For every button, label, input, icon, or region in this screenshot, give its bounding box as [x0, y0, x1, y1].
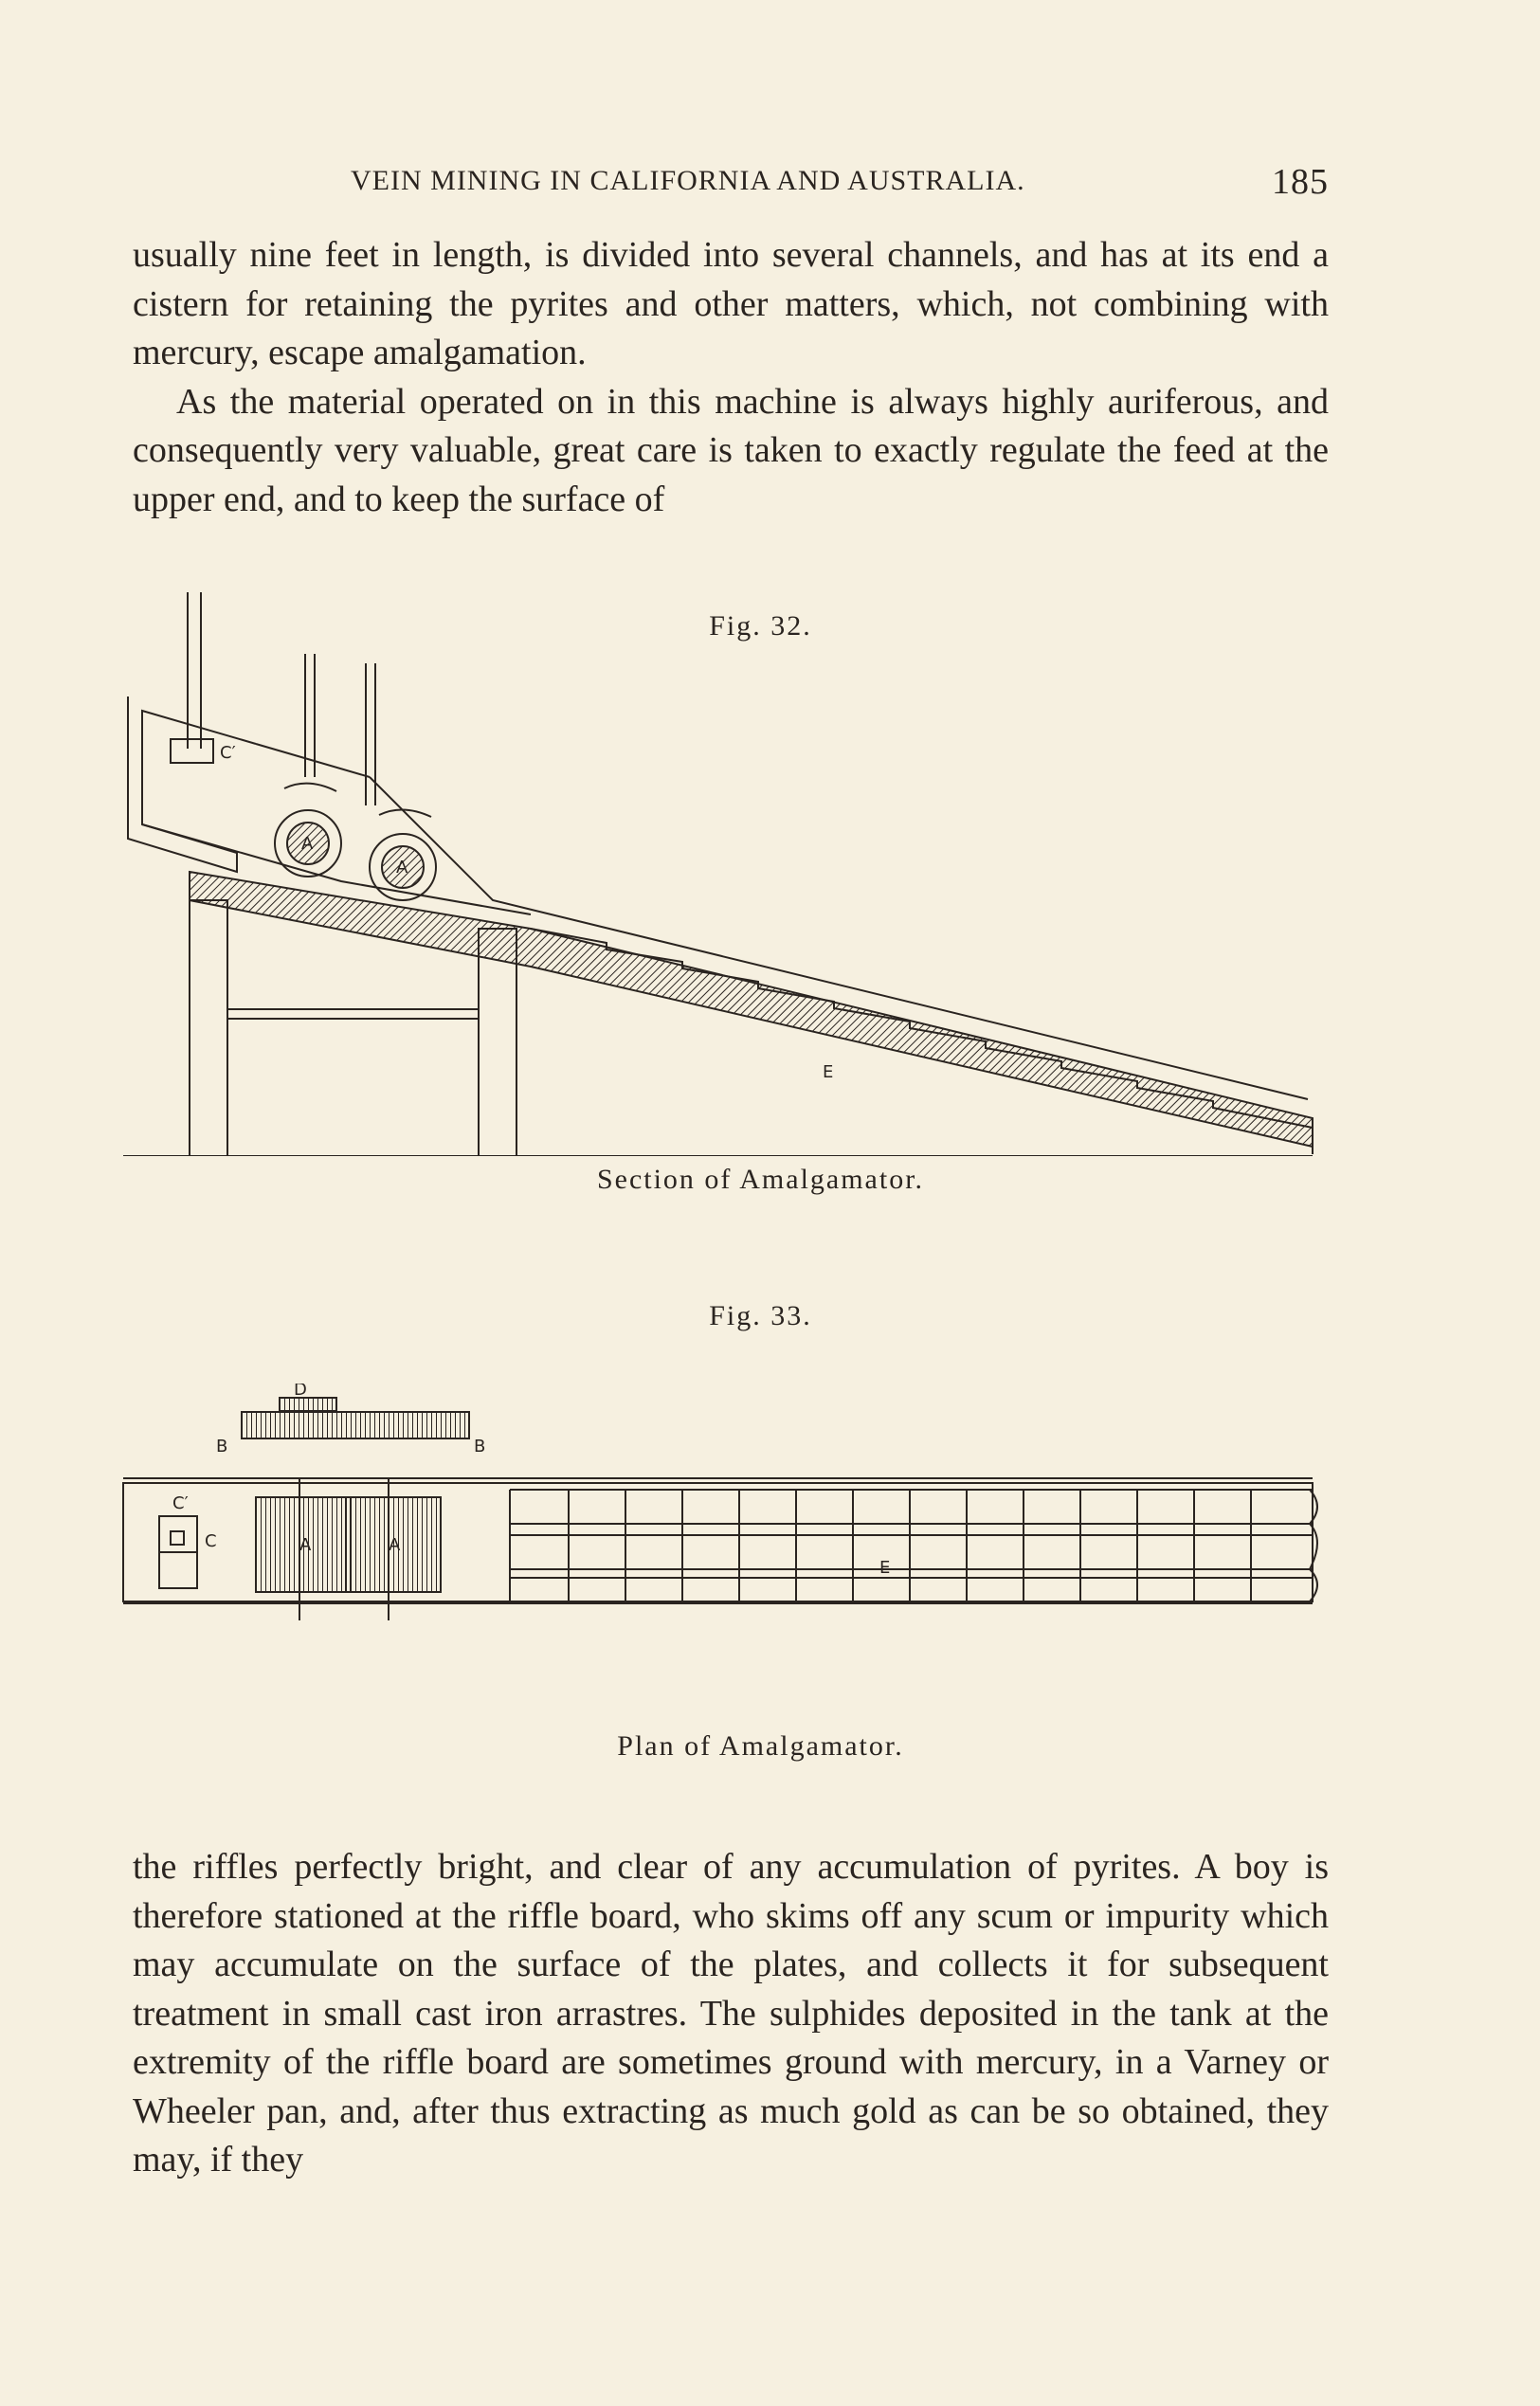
paragraph-continued: usually nine feet in length, is divided into several channels, and has at its end a cistern for retaining the pyrites and other matters, which, not combining with mercury, escape amalgamation. [133, 235, 1329, 372]
label-board: E [879, 1558, 891, 1578]
label-pulley-left: B [216, 1437, 228, 1456]
label-roller-1: A [301, 834, 314, 854]
page-number: 185 [1272, 162, 1329, 202]
figure-32-caption: Section of Amalgamator. [596, 1164, 925, 1195]
label-cistern: C′ [220, 743, 236, 763]
paragraph: the riffles perfectly bright, and clear of any accumulation of pyrites. A boy is therefore stationed at the riffle board, who skims off any scum or impurity which may accumulate on the surface of the plates, and collects it for subsequent treatment in small cast iron arrastres. The sulphides deposited in the tank at the extremity of the riffle board are sometimes ground with mercury, in a Varney or Wheeler pan, and, after thus extracting as much gold as can be so obtained, they may, if they [133, 1847, 1329, 2180]
top-text-block [133, 231, 1329, 524]
figure-32-number: Fig. 32. [709, 610, 812, 642]
figure-33-number: Fig. 33. [709, 1300, 812, 1331]
label-pulley-right: B [474, 1437, 486, 1456]
figure-33-caption: Plan of Amalgamator. [617, 1730, 904, 1762]
label-roller-1: A [299, 1535, 312, 1555]
label-roller-2: A [396, 858, 408, 877]
label-gear: D [294, 1384, 307, 1400]
label-cistern: C [205, 1531, 217, 1551]
label-board: E [823, 1062, 834, 1082]
figure-33-plan-drawing [114, 1384, 1336, 1706]
bottom-text-block [133, 1843, 1329, 2185]
running-title: VEIN MINING IN CALIFORNIA AND AUSTRALIA. [351, 165, 1025, 196]
paragraph: As the material operated on in this machine is always highly auriferous, and consequently very valuable, great care is taken to exactly regulate the feed at the upper end, and to keep the surface of [133, 381, 1329, 519]
label-cistern-top: C′ [172, 1493, 189, 1513]
figure-32-section-drawing [114, 588, 1336, 1156]
label-roller-2: A [389, 1535, 401, 1555]
running-head [133, 161, 1329, 208]
